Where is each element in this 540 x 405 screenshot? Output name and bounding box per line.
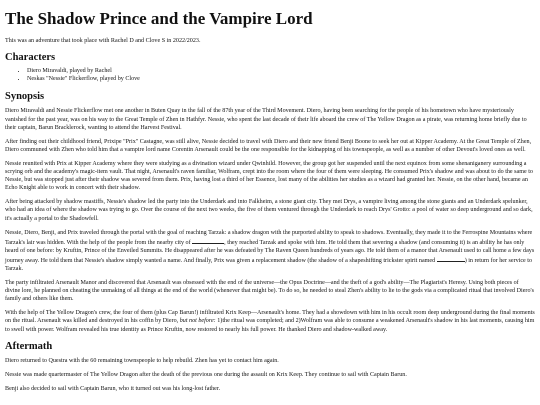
synopsis-paragraph-5	[5, 229, 535, 273]
aftermath-paragraph-2: Nessie was made quartermaster of The Yellow Dragon after the death of the previous one during the assault on Krix Keep. They continue to sail with Captain Barun.	[5, 372, 407, 379]
characters-list	[5, 68, 535, 84]
characters-heading: Characters	[5, 51, 56, 63]
synopsis-paragraph-4: After being attacked by shadow mastiffs, Nessie's shadow led the party into the Underdark and into Falkheim, a stone giant city. They met Drys, a vampire living among the stone giants and an Underdark spelunker, who had an idea of where the shadow was trying to go. Over the course of the next two weeks, the five of them ventured through the Underdark to reach Drys' Grotto: a pool of water so deep underground and so dark, it's actually a portal to the Shadowfell.	[5, 199, 533, 222]
synopsis-p7-emphasis: but not before:	[179, 318, 216, 325]
synopsis-paragraph-2: After finding out their childhood friend, Prixipe "Prix" Castagne, was still alive, Nessie decided to travel with Diero and their new friend Benji Boone to seek her out at Kipper Academy. At the Great Temple of Zhen, Diero communed with Zhen who told him that a vampire lord name Corentin Arsenault could be the one responsible for the kidnapping of his townspeople, as well as a number of other Devout's loved ones as well.	[5, 138, 532, 153]
city-name-blank	[192, 237, 224, 244]
synopsis-paragraph-7	[5, 309, 535, 333]
intro-paragraph: This was an adventure that took place with Rachel D and Clove S in 2022/2023.	[5, 37, 201, 44]
spirit-name-blank	[437, 255, 465, 262]
aftermath-paragraph-1: Diero returned to Questra with the 60 remaining townspeople to help rebuild. Zhen has yet to contact him again.	[5, 358, 279, 365]
synopsis-p7-part-b: 1)the ritual was completed; and 2)Wolfram was able to consume a weakened Arsenault's shadow in his last moments, causing him to swell with power. Wolfram revealed his true identity as Prince Kruftin, now restored to nearly his full power. He thanked Diero and shadow-walked away.	[5, 318, 535, 333]
aftermath-heading: Aftermath	[5, 340, 53, 352]
page-title: The Shadow Prince and the Vampire Lord	[5, 9, 313, 28]
synopsis-p5-part-a: Nessie, Diero, Benji, and Prix traveled through the portal with the goal of reaching Tarzak: a shadow dragon with the purported ability to speak to shadows. Eventually, they made it to the Ferrospine Mountains where Tarzak's lair was hidden. With the help of the people from the nearby city of	[5, 229, 533, 246]
synopsis-paragraph-1: Diero Miravaldi and Nessie Flickerflow met one another in Buten Quay in the fall of the 87th year of the Third Movement. Diero, having been searching for the people of his hometown who have mysteriously vanished for the past year, was on his way to the Great Temple of Zhen in Hathfyr. Nessie, who spent the last decade of their life aboard the crew of The Yellow Dragon as a pirate, was returning home briefly due to their captain, Barun Bracklerock, wanting to attend the Harvest Festival.	[5, 108, 527, 131]
synopsis-heading: Synopsis	[5, 90, 45, 102]
aftermath-paragraph-3: Benji also decided to sail with Captain Barun, who it turned out was his long-lost father.	[5, 386, 221, 393]
synopsis-paragraph-3: Nessie reunited with Prix at Kipper Academy where they were studying as a divination wizard under Qwinhild. However, the group got her suspended until the next equinox from some shenaniganery surrounding a scrying orb and the academy's magic-item vault. That night, Arsenault's raven familiar, Wolfram, crept into the room where the four of them were sleeping. He consumed Prix's shadow and was about to do the same to Nessie, but was stopped just after their shadow was severed from them. Prix, having lost a third of her Essence, lost many of the abilities her studies as a wizard had granted her. Nessie, on the other hand, became an Echo Knight able to work in concert with their shadow.	[5, 160, 533, 192]
synopsis-p5-part-b: , they reached Tarzak and spoke with him. He told them that severing a shadow (and consuming it) is an ability he has only heard of one before: by Kruftin, Prince of the Enveiled Summits. He disappeared after he was defeated by The Raven Queen hundreds of years ago. He told them of a manor that Arsenault used to call home a few days journey away. He told them that Nessie's shadow simply wanted a name. And finally, Prix was given a replacement shadow (the shadow of a shapeshifting trickster spirit named	[5, 239, 535, 264]
synopsis-paragraph-6: The party infiltrated Arsenault Manor and discovered that Arsenault was obsessed with the end of the universe—the Opus Doctrine—and the theft of a god's ability—The Plagiarist's Heresy. Using both pieces of divine lore, he planned on cheating the unmaking of all things at the end of the world (whenever that might be). To do so, he needed to steal Zhen's ability to lie to the gods via a complicated ritual that involved Diero's family and others like them.	[5, 280, 534, 303]
character-item-diero: • Diero Miravaldi, played by Rachel	[27, 68, 535, 76]
synopsis-p5-part-c: ) in return for her service to Tarzak.	[5, 257, 533, 272]
synopsis-p7-part-a: With the help of The Yellow Dragon's crew, the four of them (plus Cap Barun!) infiltrated Krix Keep—Arsenault's home. They had a showdown with him in his occult room deep underground during the final moments on the ritual. Arsenault was killed and destroyed in his coffin by Diero,	[5, 310, 535, 325]
character-item-nessie: • Neskas "Nessie" Flickerflow, played by Clove	[27, 76, 535, 84]
